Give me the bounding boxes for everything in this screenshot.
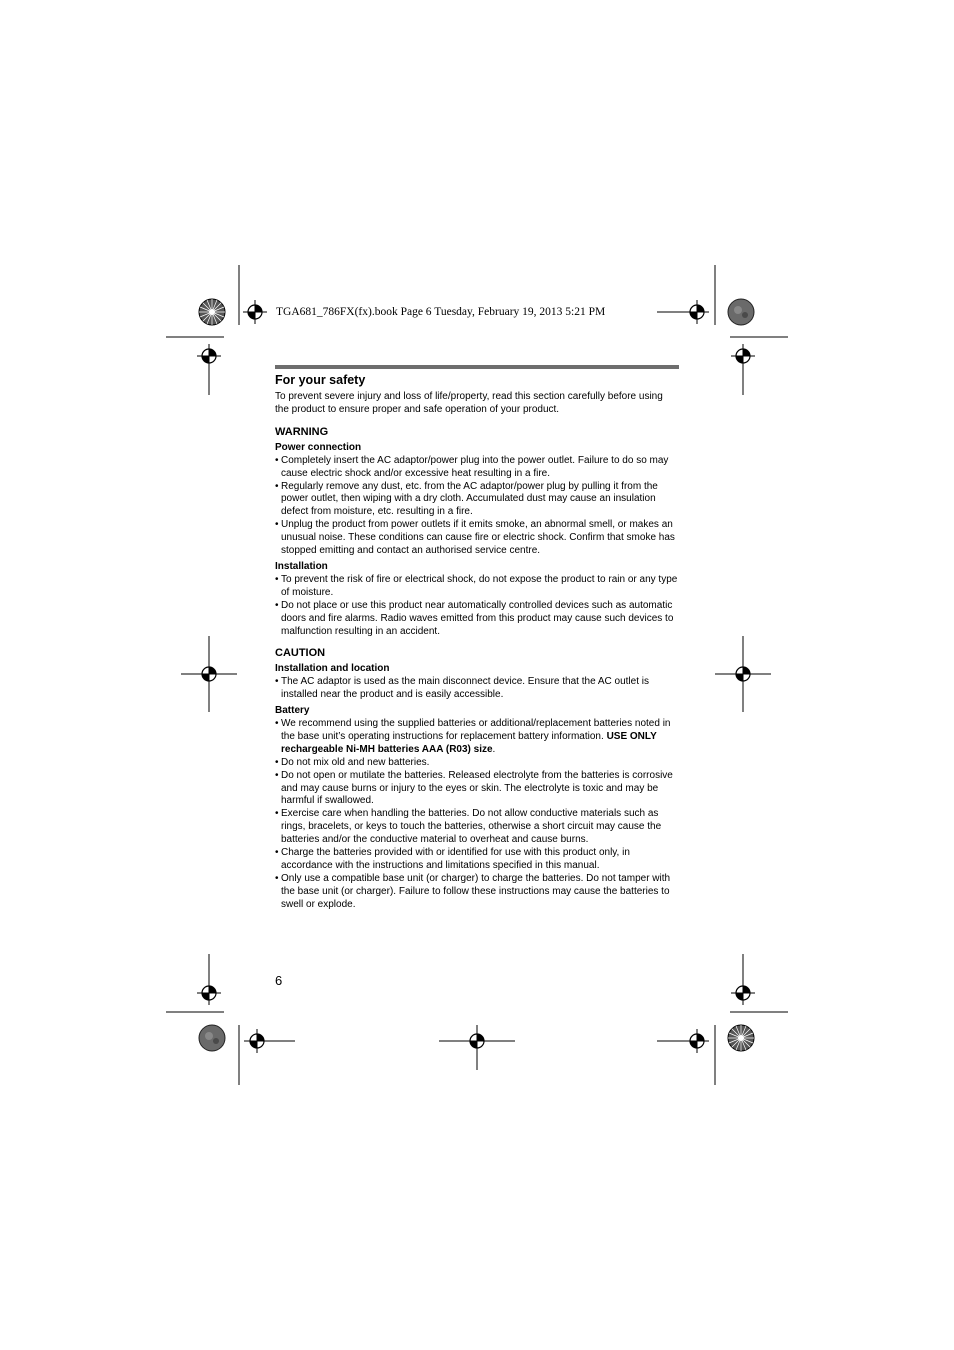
list-item: • To prevent the risk of fire or electrical shock, do not expose the product to rain or any type of moisture. xyxy=(275,574,679,600)
installation-heading: Installation xyxy=(275,560,328,572)
installation-location-list xyxy=(275,676,679,702)
list-item: • The AC adaptor is used as the main disconnect device. Ensure that the AC outlet is installed near the product and is easily accessible. xyxy=(275,676,679,702)
list-item: • Do not mix old and new batteries. xyxy=(275,757,679,770)
list-item: • Exercise care when handling the batteries. Do not allow conductive materials such as rings, bracelets, or keys to touch the batteries, otherwise a short circuit may cause the batteries and/or the conductive material to overheat and cause burns. xyxy=(275,808,679,847)
safety-content xyxy=(275,372,679,912)
warning-heading: WARNING xyxy=(275,425,329,438)
page-title: For your safety xyxy=(275,373,366,387)
battery-recommendation-text: We recommend using the supplied batteries or additional/replacement batteries noted in the base unit’s operating instructions for replacement battery information. xyxy=(281,718,671,742)
list-item: • Do not open or mutilate the batteries. Released electrolyte from the batteries is corrosive and may cause burns or injury to the eyes or skin. The electrolyte is toxic and may be harmful if swallowed. xyxy=(275,770,679,809)
list-item: • Only use a compatible base unit (or charger) to charge the batteries. Do not tamper with the base unit (or charger). Failure to follow these instructions may cause the batteries to swell or explode. xyxy=(275,873,679,912)
list-item: • Regularly remove any dust, etc. from the AC adaptor/power plug by pulling it from the power outlet, then wiping with a dry cloth. Accumulated dust may cause an insulation defect from moisture, etc. resulting in a fire. xyxy=(275,481,679,520)
installation-location-heading: Installation and location xyxy=(275,663,390,675)
section-rule xyxy=(275,365,679,369)
battery-list xyxy=(275,718,679,912)
page-number: 6 xyxy=(275,973,283,988)
power-connection-heading: Power connection xyxy=(275,441,362,453)
intro-paragraph: To prevent severe injury and loss of life/property, read this section carefully before using the product to ensure proper and safe operation of your product. xyxy=(275,391,663,415)
power-connection-list xyxy=(275,455,679,558)
battery-emphasis-suffix: . xyxy=(492,743,496,755)
installation-list xyxy=(275,574,679,639)
list-item: • Charge the batteries provided with or identified for use with this product only, in accordance with the instructions and limitations specified in this manual. xyxy=(275,847,679,873)
list-item: • Completely insert the AC adaptor/power plug into the power outlet. Failure to do so may cause electric shock and/or excessive heat resulting in a fire. xyxy=(275,455,679,481)
battery-type-emphasis: USE ONLY rechargeable Ni-MH batteries AAA (R03) size xyxy=(281,730,657,755)
print-header-line: TGA681_786FX(fx).book Page 6 Tuesday, February 19, 2013 5:21 PM xyxy=(276,306,606,318)
list-item xyxy=(275,718,679,757)
list-item: • Do not place or use this product near automatically controlled devices such as automatic doors and fire alarms. Radio waves emitted from this product may cause such devices to malfunction resulting in an accident. xyxy=(275,600,679,639)
list-item: • Unplug the product from power outlets if it emits smoke, an abnormal smell, or makes an unusual noise. These conditions can cause fire or electric shock. Confirm that smoke has stopped emitting and contact an authorised service centre. xyxy=(275,519,679,558)
battery-heading: Battery xyxy=(275,705,310,717)
caution-heading: CAUTION xyxy=(275,647,326,660)
